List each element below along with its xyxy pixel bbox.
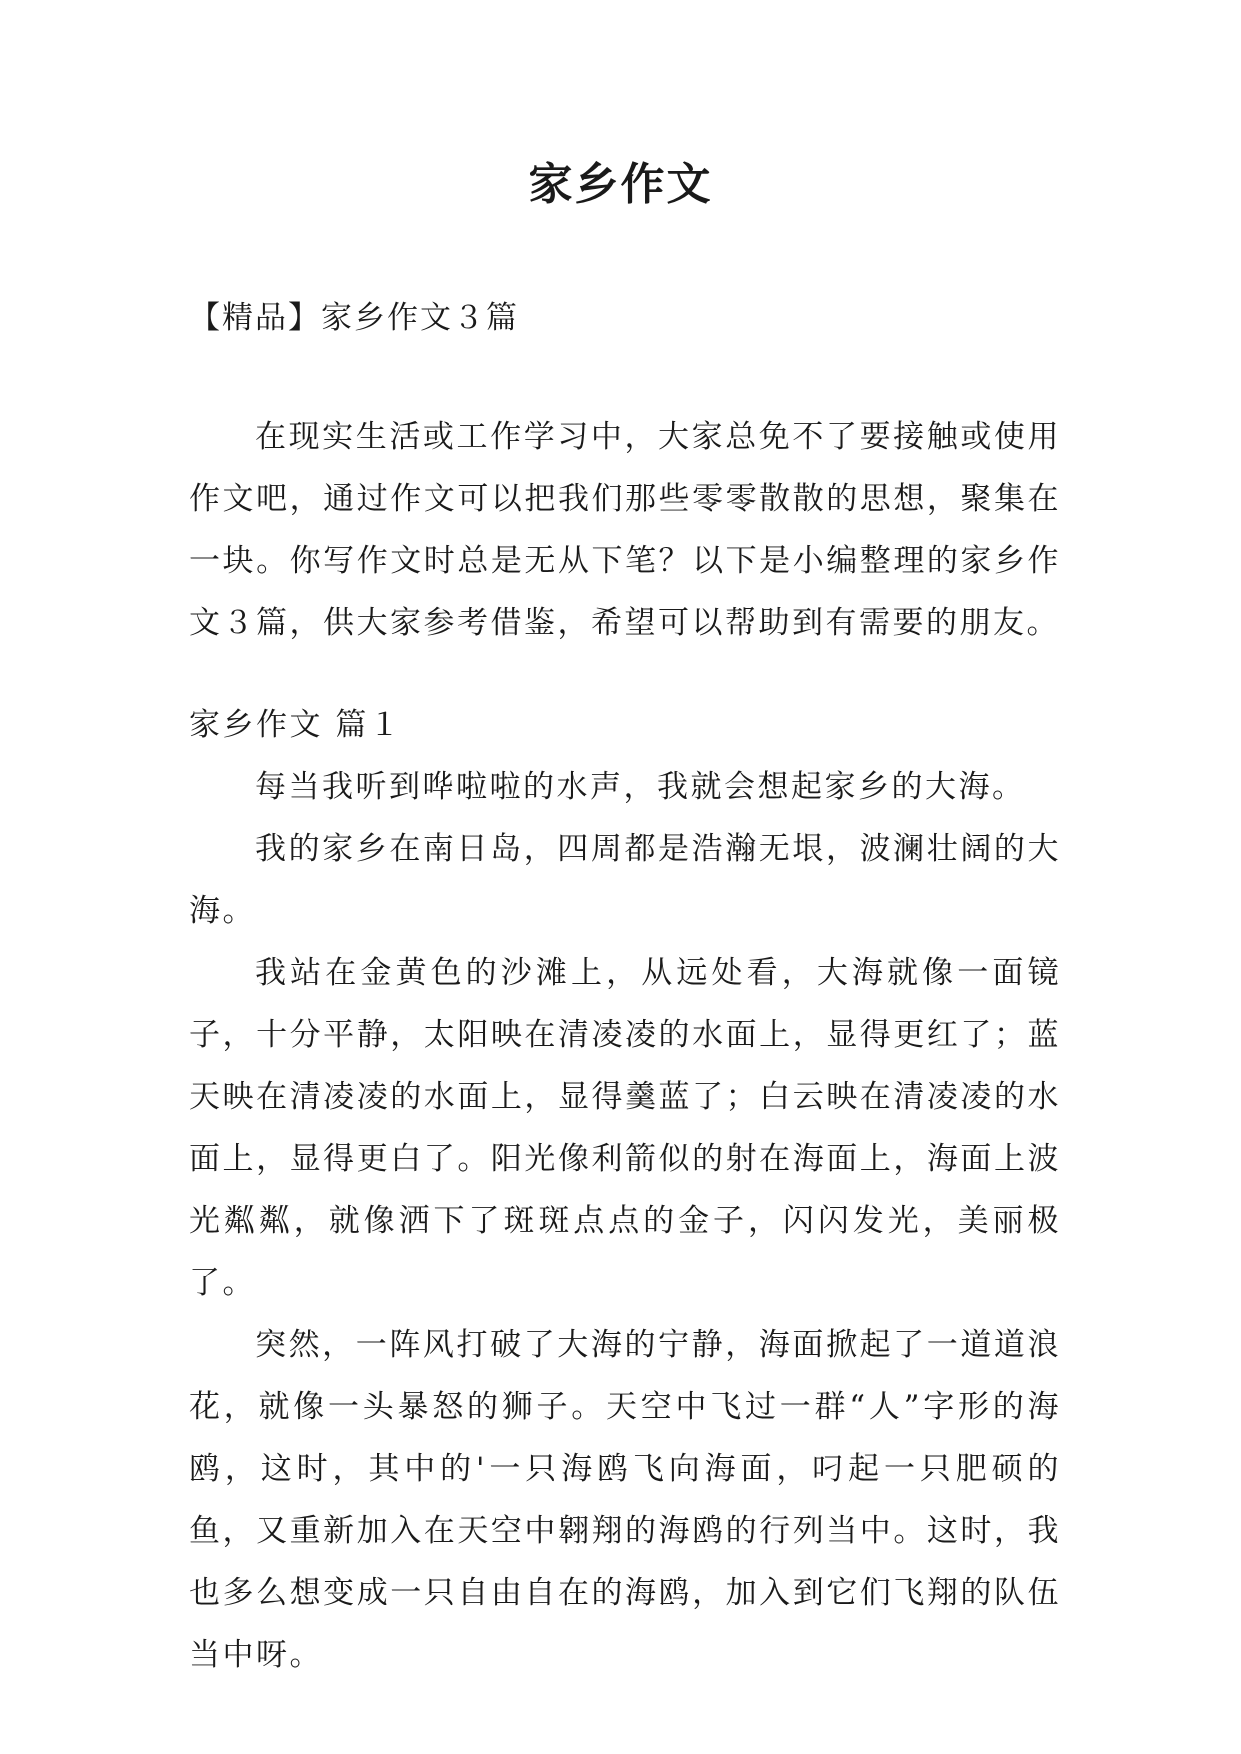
section-1 bbox=[189, 694, 1061, 1686]
page-title: 家乡作文 bbox=[528, 159, 713, 210]
document-subtitle: 【精品】家乡作文３篇 bbox=[189, 300, 519, 336]
intro-paragraph: 在现实生活或工作学习中，大家总免不了要接触或使用作文吧，通过作文可以把我们那些零零散散的思想，聚集在一块。你写作文时总是无从下笔？以下是小编整理的家乡作文３篇，供大家参考借鉴，希望可以帮助到有需要的朋友。 bbox=[189, 419, 1061, 641]
body-paragraph: 我站在金黄色的沙滩上，从远处看，大海就像一面镜子，十分平静，太阳映在清凌凌的水面上，显得更红了；蓝天映在清凌凌的水面上，显得羹蓝了；白云映在清凌凌的水面上，显得更白了。阳光像利箭似的射在海面上，海面上波光粼粼，就像洒下了斑斑点点的金子，闪闪发光，美丽极了。 bbox=[189, 955, 1061, 1301]
section-heading: 家乡作文 篇１ bbox=[189, 707, 403, 743]
body-paragraph: 我的家乡在南日岛，四周都是浩瀚无垠，波澜壮阔的大海。 bbox=[189, 831, 1061, 929]
body-paragraph: 每当我听到哗啦啦的水声，我就会想起家乡的大海。 bbox=[255, 769, 1026, 805]
intro-block bbox=[189, 406, 1061, 654]
body-paragraph: 突然，一阵风打破了大海的宁静，海面掀起了一道道浪花，就像一头暴怒的狮子。天空中飞过一群“人”字形的海鸥，这时，其中的'一只海鸥飞向海面，叼起一只肥硕的鱼，又重新加入在天空中翱翔的海鸥的行列当中。这时，我也多么想变成一只自由自在的海鸥，加入到它们飞翔的队伍当中呀。 bbox=[189, 1327, 1061, 1673]
